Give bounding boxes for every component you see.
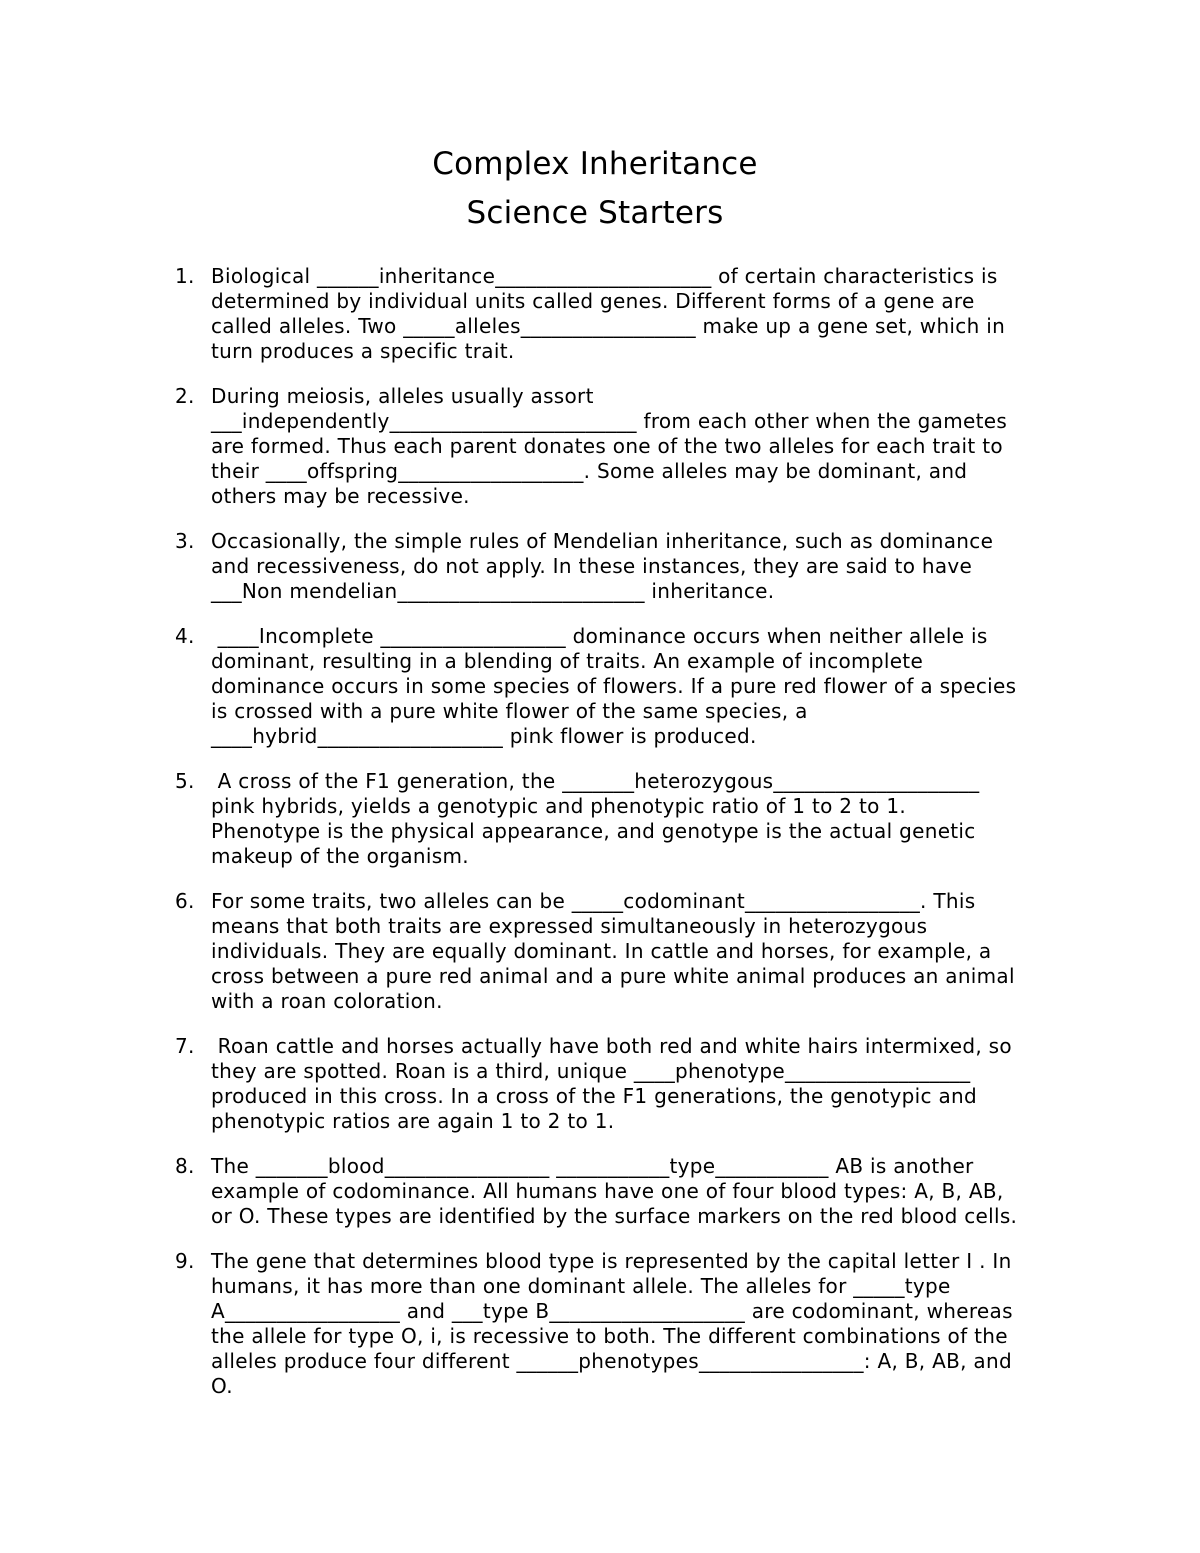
question-text-line: alleles produce four different ______phenotypes________________: A, B, AB, and <box>211 1349 1012 1373</box>
question-number: 5. <box>175 769 195 793</box>
question-list <box>0 264 1200 1419</box>
question-number: 9. <box>175 1249 195 1273</box>
question-text-line: O. <box>211 1374 233 1398</box>
document-title <box>0 140 1190 238</box>
question-item <box>0 769 1061 869</box>
question-text-line: with a roan coloration. <box>211 989 443 1013</box>
question-item <box>0 264 1061 364</box>
question-text-line: dominance occurs in some species of flowers. If a pure red flower of a species <box>211 674 1017 698</box>
question-text-line: turn produces a specific trait. <box>211 339 515 363</box>
question-text-line: humans, it has more than one dominant allele. The alleles for _____type <box>211 1274 951 1298</box>
question-text-line: produced in this cross. In a cross of the F1 generations, the genotypic and <box>211 1084 978 1108</box>
question-text-line: is crossed with a pure white flower of the same species, a <box>211 699 808 723</box>
question-text-line: their ____offspring__________________. Some alleles may be dominant, and <box>211 459 968 483</box>
question-item <box>0 529 1061 604</box>
question-text-line: For some traits, two alleles can be _____codominant_________________. This <box>211 889 976 913</box>
question-text-line: others may be recessive. <box>211 484 470 508</box>
question-text-line: pink hybrids, yields a genotypic and phenotypic ratio of 1 to 2 to 1. <box>211 794 906 818</box>
question-number: 2. <box>175 384 195 408</box>
question-text-line: the allele for type O, i, is recessive to both. The different combinations of the <box>211 1324 1008 1348</box>
question-text-line: ____hybrid__________________ pink flower is produced. <box>211 724 757 748</box>
question-number: 8. <box>175 1154 195 1178</box>
title-line-1: Complex Inheritance <box>432 146 758 182</box>
question-text-line: example of codominance. All humans have one of four blood types: A, B, AB, <box>211 1179 1004 1203</box>
question-text-line: or O. These types are identified by the surface markers on the red blood cells. <box>211 1204 1018 1228</box>
question-text-line: ___independently________________________ from each other when the gametes <box>211 409 1008 433</box>
question-text-line: are formed. Thus each parent donates one of the two alleles for each trait to <box>211 434 1003 458</box>
question-text-line: determined by individual units called genes. Different forms of a gene are <box>211 289 975 313</box>
question-text-line: makeup of the organism. <box>211 844 469 868</box>
question-item <box>0 889 1061 1014</box>
question-text-line: Phenotype is the physical appearance, and genotype is the actual genetic <box>211 819 976 843</box>
title-line-2: Science Starters <box>466 195 724 231</box>
question-text-line: ___Non mendelian________________________ inheritance. <box>211 579 775 603</box>
question-item <box>0 384 1061 509</box>
question-text-line: means that both traits are expressed simultaneously in heterozygous <box>211 914 928 938</box>
question-item <box>0 1034 1061 1134</box>
question-text-line: Roan cattle and horses actually have both red and white hairs intermixed, so <box>211 1034 1012 1058</box>
question-text-line: Occasionally, the simple rules of Mendelian inheritance, such as dominance <box>211 529 994 553</box>
question-text-line: they are spotted. Roan is a third, unique ____phenotype__________________ <box>211 1059 971 1083</box>
question-text-line: A cross of the F1 generation, the _______heterozygous____________________ <box>211 769 980 793</box>
question-text-line: and recessiveness, do not apply. In these instances, they are said to have <box>211 554 973 578</box>
question-text-line: dominant, resulting in a blending of traits. An example of incomplete <box>211 649 924 673</box>
question-number: 1. <box>175 264 195 288</box>
question-number: 4. <box>175 624 195 648</box>
question-text-line: called alleles. Two _____alleles_________________ make up a gene set, which in <box>211 314 1006 338</box>
question-number: 6. <box>175 889 195 913</box>
question-number: 3. <box>175 529 195 553</box>
question-text-line: The gene that determines blood type is represented by the capital letter I . In <box>211 1249 1012 1273</box>
question-text-line: ____Incomplete __________________ dominance occurs when neither allele is <box>211 624 988 648</box>
question-item <box>0 1249 1061 1399</box>
question-number: 7. <box>175 1034 195 1058</box>
question-text-line: individuals. They are equally dominant. In cattle and horses, for example, a <box>211 939 992 963</box>
question-item <box>0 624 1061 749</box>
question-text-line: cross between a pure red animal and a pure white animal produces an animal <box>211 964 1015 988</box>
question-text-line: phenotypic ratios are again 1 to 2 to 1. <box>211 1109 615 1133</box>
question-text-line: The _______blood________________ ___________type___________ AB is another <box>211 1154 974 1178</box>
question-text-line: Biological ______inheritance_____________________ of certain characteristics is <box>211 264 998 288</box>
question-item <box>0 1154 1061 1229</box>
question-text-line: A_________________ and ___type B___________________ are codominant, whereas <box>211 1299 1013 1323</box>
question-text-line: During meiosis, alleles usually assort <box>211 384 594 408</box>
